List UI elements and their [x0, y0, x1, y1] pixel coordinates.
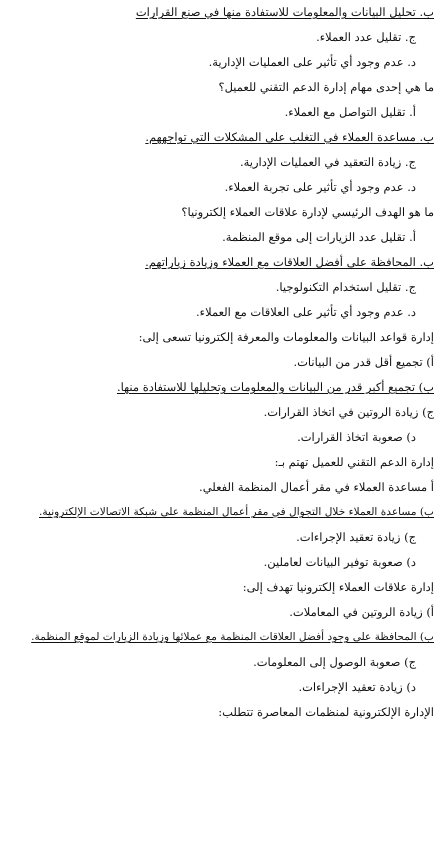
line-text: الإدارة الإلكترونية لمنظمات المعاصرة تتطلب:: [218, 705, 434, 719]
line-text: د. عدم وجود أي تأثير على تجربة العملاء.: [224, 180, 416, 194]
line-text: ب. المحافظة على أفضل العلاقات مع العملاء وزيادة زياراتهم.: [145, 255, 434, 269]
question-line: [4, 200, 434, 225]
line-text: إدارة الدعم التقني للعميل تهتم بـ:: [274, 455, 434, 469]
question-line: [4, 475, 434, 500]
option-line: [4, 25, 434, 50]
line-text: ما هي إحدى مهام إدارة الدعم التقني للعميل؟: [218, 80, 434, 94]
line-text: د) زيادة تعقيد الإجراءات.: [298, 680, 416, 694]
option-line: [4, 425, 434, 450]
option-line: [4, 525, 434, 550]
answer-line: [4, 500, 434, 525]
line-text: ب) المحافظة على وجود أفضل العلاقات المنظمة مع عملائها وزيادة الزيارات لموقع المنظمة.: [31, 631, 434, 643]
line-text: ج. زيادة التعقيد في العمليات الإدارية.: [239, 155, 416, 169]
option-line: [4, 675, 434, 700]
answer-line: [4, 625, 434, 650]
answer-line: [4, 0, 434, 25]
question-line: [4, 450, 434, 475]
line-text: ج) زيادة الروتين في اتخاذ القرارات.: [263, 405, 434, 419]
line-text: ب) تجميع أكبر قدر من البيانات والمعلومات وتحليلها للاستفادة منها.: [116, 380, 434, 394]
line-text: ب) مساعدة العملاء خلال التجوال في مقر أعمال المنظمة على شبكة الاتصالات الإلكترونية.: [38, 506, 434, 518]
line-text: ما هو الهدف الرئيسي لإدارة علاقات العملاء إلكترونيا؟: [181, 205, 434, 219]
question-line: [4, 350, 434, 375]
question-line: [4, 700, 434, 725]
line-text: ج. تقليل عدد العملاء.: [316, 30, 416, 44]
line-text: أ) زيادة الروتين في المعاملات.: [289, 605, 434, 619]
option-line: [4, 550, 434, 575]
option-line: [4, 100, 434, 125]
line-text: أ. تقليل التواصل مع العملاء.: [284, 105, 416, 119]
question-line: [4, 75, 434, 100]
question-line: [4, 600, 434, 625]
line-text: د) صعوبة توفير البيانات لعاملين.: [263, 555, 416, 569]
line-text: إدارة علاقات العملاء إلكترونيا تهدف إلى:: [242, 580, 434, 594]
line-text: ج) زيادة تعقيد الإجراءات.: [296, 530, 416, 544]
line-text: ب. تحليل البيانات والمعلومات للاستفادة منها في صنع القرارات: [135, 5, 434, 19]
option-line: [4, 650, 434, 675]
line-text: د) صعوبة اتخاذ القرارات.: [297, 430, 416, 444]
option-line: [4, 275, 434, 300]
line-text: أ. تقليل عدد الزيارات إلى موقع المنظمة.: [222, 230, 416, 244]
line-text: د. عدم وجود أي تأثير على العمليات الإدارية.: [208, 55, 416, 69]
line-text: إدارة قواعد البيانات والمعلومات والمعرفة إلكترونيا تسعى إلى:: [138, 330, 434, 344]
option-line: [4, 300, 434, 325]
option-line: [4, 175, 434, 200]
question-line: [4, 325, 434, 350]
answer-line: [4, 125, 434, 150]
line-text: ج. تقليل استخدام التكنولوجيا.: [275, 280, 416, 294]
answer-line: [4, 250, 434, 275]
answer-line: [4, 375, 434, 400]
question-line: [4, 400, 434, 425]
line-text: د. عدم وجود أي تأثير على العلاقات مع العملاء.: [196, 305, 416, 319]
option-line: [4, 225, 434, 250]
option-line: [4, 150, 434, 175]
line-text: أ) تجميع أقل قدر من البيانات.: [293, 355, 434, 369]
question-line: [4, 575, 434, 600]
line-text: ب. مساعدة العملاء في التغلب على المشكلات التي تواجههم.: [145, 130, 434, 144]
option-line: [4, 50, 434, 75]
line-text: أ مساعدة العملاء في مقر أعمال المنظمة الفعلي.: [199, 480, 434, 494]
line-text: ج) صعوبة الوصول إلى المعلومات.: [253, 655, 416, 669]
